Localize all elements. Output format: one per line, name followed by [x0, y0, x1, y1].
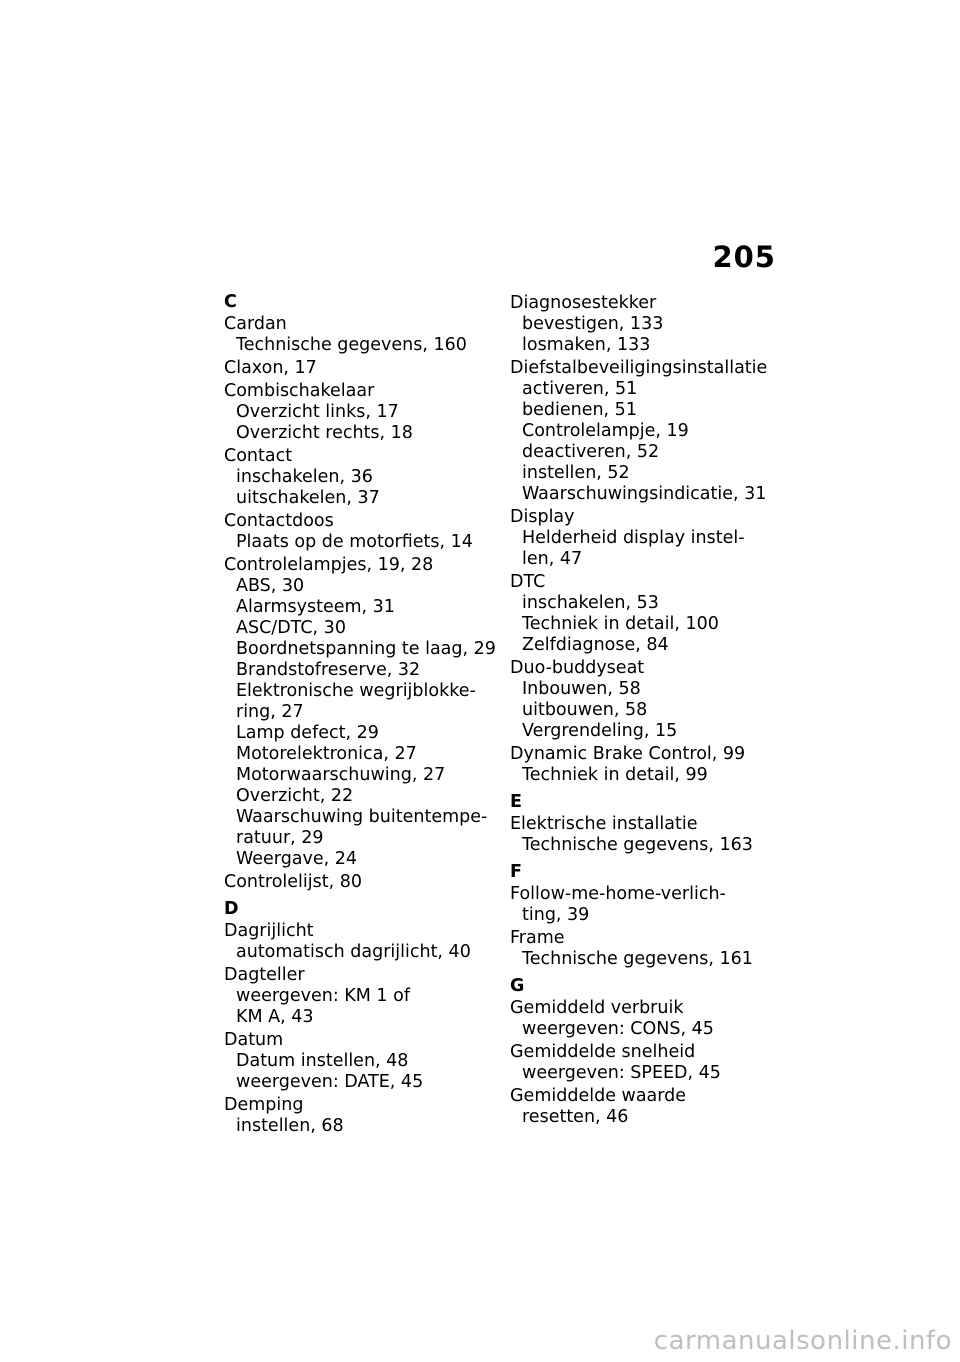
index-entry: Controlelijst, 80: [224, 872, 362, 892]
index-subentry: instellen, 68: [236, 1116, 344, 1136]
index-subentry: Boordnetspanning te laag, 29: [236, 639, 496, 659]
page-number: 205: [712, 240, 776, 274]
index-subentry: Overzicht, 22: [236, 786, 354, 806]
index-subentry: len, 47: [522, 549, 583, 569]
index-subentry: Zelfdiagnose, 84: [522, 635, 669, 655]
index-subentry: Inbouwen, 58: [522, 679, 641, 699]
index-subentry: instellen, 52: [522, 463, 630, 483]
index-subentry: ring, 27: [236, 702, 304, 722]
index-entry: Duo-buddyseat: [510, 658, 645, 678]
index-subentry: Helderheid display instel-: [522, 528, 745, 548]
index-subentry: weergeven: CONS, 45: [522, 1019, 714, 1039]
index-entry: Contactdoos: [224, 511, 334, 531]
index-letter-heading: F: [510, 862, 522, 882]
index-subentry: ABS, 30: [236, 576, 305, 596]
index-entry: Combischakelaar: [224, 381, 375, 401]
index-entry: Frame: [510, 928, 565, 948]
index-entry: Gemiddeld verbruik: [510, 998, 684, 1018]
index-subentry: uitbouwen, 58: [522, 700, 648, 720]
index-subentry: Technische gegevens, 160: [236, 335, 467, 355]
index-subentry: KM A, 43: [236, 1007, 314, 1027]
index-entry: Demping: [224, 1095, 304, 1115]
index-entry: Follow-me-home-verlich-: [510, 884, 726, 904]
index-subentry: deactiveren, 52: [522, 442, 660, 462]
index-subentry: bedienen, 51: [522, 400, 637, 420]
index-subentry: Alarmsysteem, 31: [236, 597, 395, 617]
index-subentry: Technische gegevens, 163: [522, 835, 753, 855]
index-subentry: Techniek in detail, 100: [522, 614, 719, 634]
index-entry: Dynamic Brake Control, 99: [510, 744, 746, 764]
index-subentry: Controlelampje, 19: [522, 421, 689, 441]
index-subentry: Vergrendeling, 15: [522, 721, 678, 741]
index-subentry: resetten, 46: [522, 1107, 629, 1127]
index-subentry: activeren, 51: [522, 379, 638, 399]
index-subentry: Motorelektronica, 27: [236, 744, 417, 764]
index-subentry: losmaken, 133: [522, 335, 651, 355]
index-subentry: Technische gegevens, 161: [522, 949, 753, 969]
index-subentry: ASC/DTC, 30: [236, 618, 346, 638]
index-subentry: Elektronische wegrijblokke-: [236, 681, 476, 701]
index-subentry: Datum instellen, 48: [236, 1051, 409, 1071]
index-subentry: ratuur, 29: [236, 828, 324, 848]
index-subentry: Overzicht links, 17: [236, 402, 399, 422]
index-subentry: automatisch dagrijlicht, 40: [236, 942, 471, 962]
index-column-right: [510, 294, 785, 1127]
index-entry: DTC: [510, 572, 546, 592]
index-letter-heading: D: [224, 899, 239, 919]
index-subentry: Waarschuwing buitentempe-: [236, 807, 488, 827]
index-subentry: Techniek in detail, 99: [522, 765, 708, 785]
index-entry: Gemiddelde snelheid: [510, 1042, 696, 1062]
index-entry: Diefstalbeveiligingsinstallatie: [510, 358, 768, 378]
index-entry: Gemiddelde waarde: [510, 1086, 687, 1106]
index-entry: Cardan: [224, 314, 287, 334]
index-subentry: Brandstofreserve, 32: [236, 660, 421, 680]
index-entry: Contact: [224, 446, 293, 466]
index-entry: Dagrijlicht: [224, 921, 314, 941]
index-subentry: ting, 39: [522, 905, 590, 925]
index-entry: Elektrische installatie: [510, 814, 698, 834]
index-subentry: uitschakelen, 37: [236, 488, 380, 508]
index-subentry: inschakelen, 36: [236, 467, 373, 487]
index-subentry: Lamp defect, 29: [236, 723, 379, 743]
index-subentry: Overzicht rechts, 18: [236, 423, 413, 443]
index-subentry: weergeven: DATE, 45: [236, 1072, 424, 1092]
index-entry: Dagteller: [224, 965, 305, 985]
index-letter-heading: G: [510, 976, 525, 996]
index-subentry: weergeven: SPEED, 45: [522, 1063, 721, 1083]
index-subentry: bevestigen, 133: [522, 314, 664, 334]
index-entry: Diagnosestekker: [510, 293, 657, 313]
index-subentry: Plaats op de motorfiets, 14: [236, 532, 473, 552]
index-letter-heading: C: [224, 292, 237, 312]
watermark-text: carmanualsonline.info: [653, 1326, 952, 1356]
index-subentry: Waarschuwingsindicatie, 31: [522, 484, 767, 504]
index-entry: Controlelampjes, 19, 28: [224, 555, 434, 575]
index-subentry: Motorwaarschuwing, 27: [236, 765, 446, 785]
index-subentry: inschakelen, 53: [522, 593, 659, 613]
index-subentry: weergeven: KM 1 of: [236, 986, 410, 1006]
index-entry: Datum: [224, 1030, 284, 1050]
index-entry: Claxon, 17: [224, 358, 317, 378]
index-column-left: [224, 293, 499, 1136]
index-subentry: Weergave, 24: [236, 849, 358, 869]
index-letter-heading: E: [510, 792, 522, 812]
index-entry: Display: [510, 507, 575, 527]
